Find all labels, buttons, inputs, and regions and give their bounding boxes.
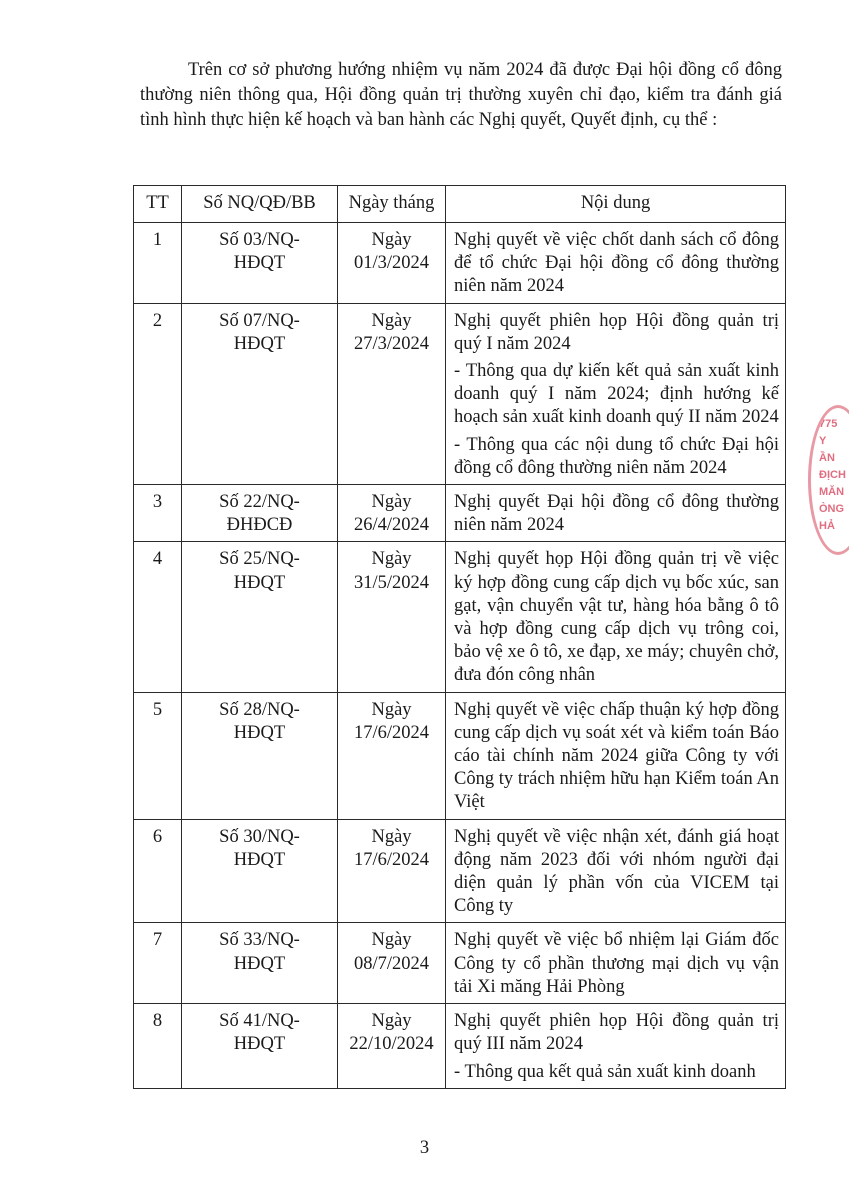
resolution-content-paragraph: Nghị quyết về việc nhận xét, đánh giá hoạt động năm 2023 đối với nhóm người đại diện quản lý phần vốn của VICEM tại Công ty xyxy=(454,826,779,917)
resolution-date-line: 26/4/2024 xyxy=(353,515,430,536)
resolution-number-line: HĐQT xyxy=(233,333,286,354)
resolution-content xyxy=(446,485,786,542)
resolution-content xyxy=(446,542,786,692)
row-index: 6 xyxy=(134,819,182,923)
resolution-date-line: Ngày xyxy=(371,310,412,331)
resolution-number-line: Số 33/NQ- xyxy=(219,930,300,951)
row-index: 3 xyxy=(134,485,182,542)
resolution-date-line: Ngày xyxy=(371,492,412,513)
table-row xyxy=(134,819,786,923)
resolution-date-line: 27/3/2024 xyxy=(353,333,430,354)
resolution-date xyxy=(338,923,446,1004)
table-row xyxy=(134,303,786,484)
resolution-content-paragraph: Nghị quyết phiên họp Hội đồng quản trị quý III năm 2024 xyxy=(454,1011,779,1055)
resolution-number xyxy=(182,819,338,923)
resolution-date-line: Ngày xyxy=(371,230,412,250)
row-index: 5 xyxy=(134,692,182,819)
resolution-number xyxy=(182,692,338,819)
resolution-number xyxy=(182,923,338,1004)
resolution-number-line: HĐQT xyxy=(233,849,286,870)
resolution-number-line: HĐQT xyxy=(233,1034,286,1055)
table-row xyxy=(134,1004,786,1089)
resolution-content-paragraph: Nghị quyết về việc bổ nhiệm lại Giám đốc Công ty cổ phần thương mại dịch vụ vận tải Xi măng Hải Phòng xyxy=(454,930,779,997)
resolution-date-line: 31/5/2024 xyxy=(353,572,430,593)
resolution-date xyxy=(338,485,446,542)
resolution-number-line: HĐQT xyxy=(233,953,286,974)
resolution-date xyxy=(338,819,446,923)
resolution-content-paragraph: Nghị quyết phiên họp Hội đồng quản trị quý I năm 2024 xyxy=(454,310,779,354)
company-seal-stamp xyxy=(808,405,849,555)
resolution-number xyxy=(182,303,338,484)
stamp-text-line: ÒNG xyxy=(819,503,845,515)
resolution-number xyxy=(182,485,338,542)
resolution-content-paragraph: - Thông qua kết quả sản xuất kinh doanh xyxy=(454,1061,756,1082)
page-number: 3 xyxy=(419,1138,430,1158)
resolution-date-line: 17/6/2024 xyxy=(353,849,430,870)
table-row xyxy=(134,542,786,692)
resolution-date-line: Ngày xyxy=(371,549,412,570)
resolution-date xyxy=(338,223,446,304)
resolution-date-line: 17/6/2024 xyxy=(353,722,430,743)
resolution-number-line: ĐHĐCĐ xyxy=(226,515,293,536)
resolution-number xyxy=(182,1004,338,1089)
resolution-date xyxy=(338,303,446,484)
table-row xyxy=(134,923,786,1004)
table-row xyxy=(134,485,786,542)
header-date: Ngày tháng xyxy=(338,186,446,223)
resolution-number-line: Số 03/NQ- xyxy=(219,230,300,250)
resolution-number-line: Số 07/NQ- xyxy=(219,310,300,331)
resolution-date-line: Ngày xyxy=(371,1011,412,1032)
resolution-content-paragraph: Nghị quyết về việc chấp thuận ký hợp đồng cung cấp dịch vụ soát xét và kiểm toán Báo cáo tài chính năm 2024 giữa Công ty với Công ty trách nhiệm hữu hạn Kiểm toán An Việt xyxy=(454,699,779,813)
resolution-content-paragraph: Nghị quyết họp Hội đồng quản trị về việc ký hợp đồng cung cấp dịch vụ bốc xúc, san gạt, vận chuyển vật tư, hàng hóa bằng ô tô và hợp đồng cung cấp dịch vụ trông coi, bảo vệ xe ô tô, xe đạp, xe máy; chuyên chở, đưa đón công nhân xyxy=(454,549,779,686)
resolution-content-paragraph: - Thông qua các nội dung tổ chức Đại hội đồng cổ đông thường niên năm 2024 xyxy=(454,434,779,478)
resolution-content-paragraph: - Thông qua dự kiến kết quả sản xuất kinh doanh quý I năm 2024; định hướng kế hoạch sản xuất kinh doanh quý II năm 2024 xyxy=(454,361,779,428)
row-index: 2 xyxy=(134,303,182,484)
stamp-text-line: Y xyxy=(819,435,827,447)
table-row xyxy=(134,692,786,819)
resolution-number-line: Số 30/NQ- xyxy=(219,826,300,847)
resolution-content xyxy=(446,692,786,819)
row-index: 1 xyxy=(134,223,182,304)
resolution-date-line: 08/7/2024 xyxy=(353,953,430,974)
resolution-number-line: Số 41/NQ- xyxy=(219,1011,300,1032)
resolution-number-line: Số 25/NQ- xyxy=(219,549,300,570)
stamp-text-line: ĐỊCH xyxy=(819,469,846,481)
stamp-text-line: 775 xyxy=(819,418,838,430)
resolution-content xyxy=(446,923,786,1004)
resolution-content xyxy=(446,1004,786,1089)
row-index: 4 xyxy=(134,542,182,692)
resolution-number-line: HĐQT xyxy=(233,722,286,743)
row-index: 7 xyxy=(134,923,182,1004)
resolutions-table xyxy=(133,185,786,1089)
resolution-number xyxy=(182,542,338,692)
intro-paragraph: Trên cơ sở phương hướng nhiệm vụ năm 2024 đã được Đại hội đồng cổ đông thường niên thông qua, Hội đồng quản trị thường xuyên chỉ đạo, kiểm tra đánh giá tình hình thực hiện kế hoạch và ban hành các Nghị quyết, Quyết định, cụ thể : xyxy=(140,60,782,130)
resolution-date xyxy=(338,692,446,819)
table-body xyxy=(134,223,786,1089)
row-index: 8 xyxy=(134,1004,182,1089)
resolution-date xyxy=(338,542,446,692)
header-tt: TT xyxy=(134,186,182,223)
resolution-date-line: 22/10/2024 xyxy=(349,1034,434,1055)
resolution-content xyxy=(446,819,786,923)
table-row xyxy=(134,223,786,304)
stamp-text-line: ẦN xyxy=(819,452,835,464)
resolution-content-paragraph: Nghị quyết về việc chốt danh sách cổ đông để tổ chức Đại hội đồng cổ đông thường niên năm 2024 xyxy=(454,230,779,297)
header-content: Nội dung xyxy=(446,186,786,223)
resolution-content xyxy=(446,223,786,304)
resolution-number-line: HĐQT xyxy=(233,572,286,593)
stamp-text-line: MĂN xyxy=(819,486,845,498)
resolution-date-line: Ngày xyxy=(371,930,412,951)
resolution-number xyxy=(182,223,338,304)
resolution-date-line: Ngày xyxy=(371,699,412,720)
resolution-number-line: HĐQT xyxy=(233,253,286,274)
resolution-content-paragraph: Nghị quyết Đại hội đồng cổ đông thường niên năm 2024 xyxy=(454,492,779,536)
resolution-date-line: Ngày xyxy=(371,826,412,847)
resolution-content xyxy=(446,303,786,484)
header-number: Số NQ/QĐ/BB xyxy=(182,186,338,223)
table-header-row xyxy=(134,186,786,223)
resolution-number-line: Số 22/NQ- xyxy=(219,492,300,513)
resolution-number-line: Số 28/NQ- xyxy=(219,699,300,720)
resolution-date-line: 01/3/2024 xyxy=(353,253,430,274)
stamp-text-line: HẢ xyxy=(819,520,835,532)
resolution-date xyxy=(338,1004,446,1089)
